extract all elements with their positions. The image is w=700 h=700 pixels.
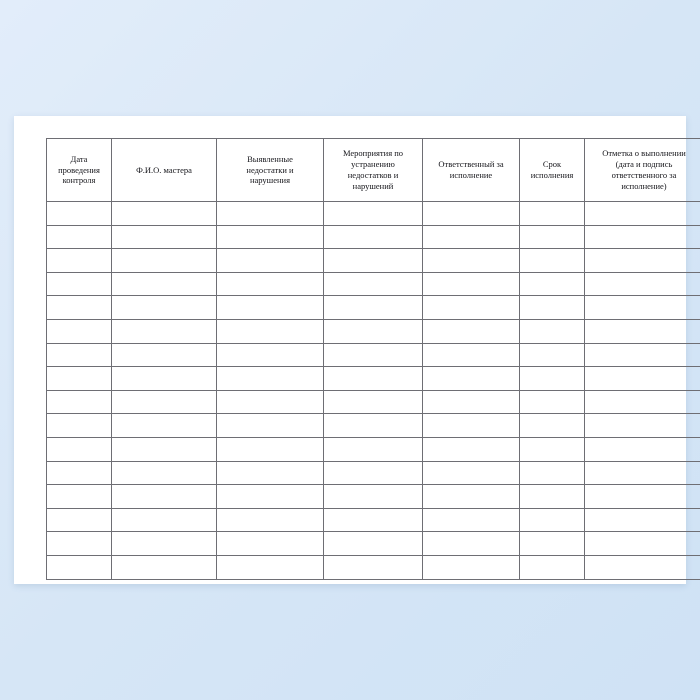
table-cell-completion[interactable] — [585, 461, 700, 485]
table-cell-responsible[interactable] — [423, 343, 520, 367]
table-cell-responsible[interactable] — [423, 202, 520, 226]
table-cell-defects[interactable] — [217, 508, 324, 532]
table-cell-defects[interactable] — [217, 225, 324, 249]
table-cell-master[interactable] — [112, 437, 217, 461]
table-cell-master[interactable] — [112, 319, 217, 343]
table-cell-master[interactable] — [112, 532, 217, 556]
table-row[interactable] — [47, 272, 700, 296]
table-cell-master[interactable] — [112, 225, 217, 249]
table-cell-master[interactable] — [112, 272, 217, 296]
column-header-completion — [585, 139, 700, 202]
table-cell-deadline[interactable] — [520, 272, 585, 296]
table-cell-responsible[interactable] — [423, 414, 520, 438]
table-cell-completion[interactable] — [585, 414, 700, 438]
table-row[interactable] — [47, 485, 700, 509]
table-cell-master[interactable] — [112, 249, 217, 273]
table-row[interactable] — [47, 319, 700, 343]
header-line: недостатки и — [246, 164, 294, 175]
table-cell-master[interactable] — [112, 461, 217, 485]
table-cell-deadline[interactable] — [520, 508, 585, 532]
table-cell-deadline[interactable] — [520, 225, 585, 249]
header-line: проведения — [58, 164, 100, 175]
table-cell-responsible[interactable] — [423, 555, 520, 579]
table-cell-defects[interactable] — [217, 202, 324, 226]
table-cell-measures[interactable] — [324, 390, 423, 414]
table-cell-date[interactable] — [47, 555, 112, 579]
header-line: Дата — [70, 153, 88, 164]
table-cell-measures[interactable] — [324, 461, 423, 485]
table-cell-completion[interactable] — [585, 249, 700, 273]
table-cell-responsible[interactable] — [423, 249, 520, 273]
table-cell-defects[interactable] — [217, 319, 324, 343]
table-cell-measures[interactable] — [324, 296, 423, 320]
table-cell-date[interactable] — [47, 343, 112, 367]
header-line: устранению — [351, 159, 395, 170]
table-cell-responsible[interactable] — [423, 272, 520, 296]
column-header-responsible — [423, 139, 520, 202]
table-cell-responsible[interactable] — [423, 367, 520, 391]
table-cell-date[interactable] — [47, 225, 112, 249]
header-line: недостатков и — [347, 170, 399, 180]
table-cell-completion[interactable] — [585, 272, 700, 296]
header-line: исполнения — [530, 170, 574, 180]
table-cell-deadline[interactable] — [520, 343, 585, 367]
table-cell-date[interactable] — [47, 202, 112, 226]
column-header-measures — [324, 139, 423, 202]
table-row[interactable] — [47, 367, 700, 391]
table-cell-date[interactable] — [47, 508, 112, 532]
header-line: нарушений — [352, 180, 394, 191]
table-cell-defects[interactable] — [217, 532, 324, 556]
table-row[interactable] — [47, 225, 700, 249]
table-cell-defects[interactable] — [217, 555, 324, 579]
header-line: нарушения — [249, 175, 291, 186]
table-cell-defects[interactable] — [217, 249, 324, 273]
column-header-date — [47, 139, 112, 202]
table-cell-measures[interactable] — [324, 367, 423, 391]
table-cell-deadline[interactable] — [520, 461, 585, 485]
table-cell-deadline[interactable] — [520, 532, 585, 556]
table-cell-master[interactable] — [112, 367, 217, 391]
table-row[interactable] — [47, 508, 700, 532]
table-row[interactable] — [47, 343, 700, 367]
table-cell-date[interactable] — [47, 437, 112, 461]
table-cell-master[interactable] — [112, 343, 217, 367]
table-cell-measures[interactable] — [324, 414, 423, 438]
table-row[interactable] — [47, 249, 700, 273]
table-cell-deadline[interactable] — [520, 555, 585, 579]
table-cell-completion[interactable] — [585, 367, 700, 391]
journal-table — [46, 138, 700, 580]
table-cell-measures[interactable] — [324, 555, 423, 579]
table-cell-measures[interactable] — [324, 343, 423, 367]
header-line: Мероприятия по — [342, 148, 404, 159]
table-cell-deadline[interactable] — [520, 390, 585, 414]
table-cell-measures[interactable] — [324, 319, 423, 343]
table-cell-deadline[interactable] — [520, 414, 585, 438]
table-row[interactable] — [47, 390, 700, 414]
table-cell-responsible[interactable] — [423, 508, 520, 532]
table-cell-measures[interactable] — [324, 225, 423, 249]
table-cell-defects[interactable] — [217, 272, 324, 296]
column-header-master — [112, 139, 217, 202]
table-cell-master[interactable] — [112, 296, 217, 320]
table-container — [46, 138, 686, 580]
table-cell-master[interactable] — [112, 555, 217, 579]
table-row[interactable] — [47, 202, 700, 226]
table-cell-completion[interactable] — [585, 319, 700, 343]
table-cell-completion[interactable] — [585, 532, 700, 556]
table-cell-responsible[interactable] — [423, 225, 520, 249]
table-cell-responsible[interactable] — [423, 390, 520, 414]
table-cell-date[interactable] — [47, 296, 112, 320]
column-header-deadline — [520, 139, 585, 202]
table-cell-measures[interactable] — [324, 202, 423, 226]
table-cell-date[interactable] — [47, 272, 112, 296]
table-cell-defects[interactable] — [217, 414, 324, 438]
table-cell-measures[interactable] — [324, 485, 423, 509]
table-cell-measures[interactable] — [324, 437, 423, 461]
table-cell-defects[interactable] — [217, 296, 324, 320]
table-cell-measures[interactable] — [324, 508, 423, 532]
table-cell-measures[interactable] — [324, 249, 423, 273]
table-cell-measures[interactable] — [324, 532, 423, 556]
table-cell-date[interactable] — [47, 249, 112, 273]
table-cell-date[interactable] — [47, 532, 112, 556]
table-cell-master[interactable] — [112, 485, 217, 509]
table-cell-master[interactable] — [112, 390, 217, 414]
table-cell-completion[interactable] — [585, 343, 700, 367]
table-row[interactable] — [47, 461, 700, 485]
table-cell-date[interactable] — [47, 485, 112, 509]
table-cell-completion[interactable] — [585, 390, 700, 414]
table-row[interactable] — [47, 532, 700, 556]
table-cell-master[interactable] — [112, 508, 217, 532]
header-line: Срок — [542, 159, 562, 170]
table-cell-measures[interactable] — [324, 272, 423, 296]
table-cell-completion[interactable] — [585, 202, 700, 226]
table-cell-date[interactable] — [47, 390, 112, 414]
column-header-defects — [217, 139, 324, 202]
table-cell-defects[interactable] — [217, 485, 324, 509]
table-cell-master[interactable] — [112, 414, 217, 438]
table-cell-deadline[interactable] — [520, 319, 585, 343]
table-cell-deadline[interactable] — [520, 202, 585, 226]
table-cell-master[interactable] — [112, 202, 217, 226]
table-cell-date[interactable] — [47, 367, 112, 391]
paper-sheet — [14, 116, 686, 584]
table-cell-completion[interactable] — [585, 225, 700, 249]
table-header — [47, 139, 700, 202]
table-cell-defects[interactable] — [217, 343, 324, 367]
table-cell-responsible[interactable] — [423, 319, 520, 343]
header-line: Ответственный за — [438, 159, 504, 170]
table-cell-defects[interactable] — [217, 390, 324, 414]
header-line: контроля — [62, 175, 96, 186]
table-cell-defects[interactable] — [217, 437, 324, 461]
table-cell-completion[interactable] — [585, 555, 700, 579]
header-line: исполнение — [449, 170, 493, 180]
header-line: Отметка о выполнении — [602, 148, 686, 159]
table-cell-deadline[interactable] — [520, 485, 585, 509]
table-cell-deadline[interactable] — [520, 367, 585, 391]
table-cell-deadline[interactable] — [520, 249, 585, 273]
table-cell-responsible[interactable] — [423, 532, 520, 556]
header-row — [47, 139, 700, 202]
table-body — [47, 202, 700, 580]
header-line: исполнение) — [621, 180, 667, 191]
table-cell-completion[interactable] — [585, 485, 700, 509]
header-line: Выявленные — [247, 153, 293, 164]
table-cell-defects[interactable] — [217, 461, 324, 485]
header-line: ответственного за — [611, 170, 677, 180]
table-row[interactable] — [47, 437, 700, 461]
table-cell-responsible[interactable] — [423, 485, 520, 509]
header-line: Ф.И.О. мастера — [136, 164, 192, 175]
table-cell-completion[interactable] — [585, 437, 700, 461]
table-cell-responsible[interactable] — [423, 461, 520, 485]
table-cell-responsible[interactable] — [423, 437, 520, 461]
header-line: (дата и подпись — [615, 159, 673, 170]
table-row[interactable] — [47, 296, 700, 320]
table-cell-deadline[interactable] — [520, 437, 585, 461]
table-cell-date[interactable] — [47, 414, 112, 438]
table-cell-responsible[interactable] — [423, 296, 520, 320]
table-row[interactable] — [47, 555, 700, 579]
table-cell-completion[interactable] — [585, 508, 700, 532]
table-cell-completion[interactable] — [585, 296, 700, 320]
table-cell-date[interactable] — [47, 319, 112, 343]
table-cell-defects[interactable] — [217, 367, 324, 391]
table-cell-deadline[interactable] — [520, 296, 585, 320]
table-row[interactable] — [47, 414, 700, 438]
table-cell-date[interactable] — [47, 461, 112, 485]
